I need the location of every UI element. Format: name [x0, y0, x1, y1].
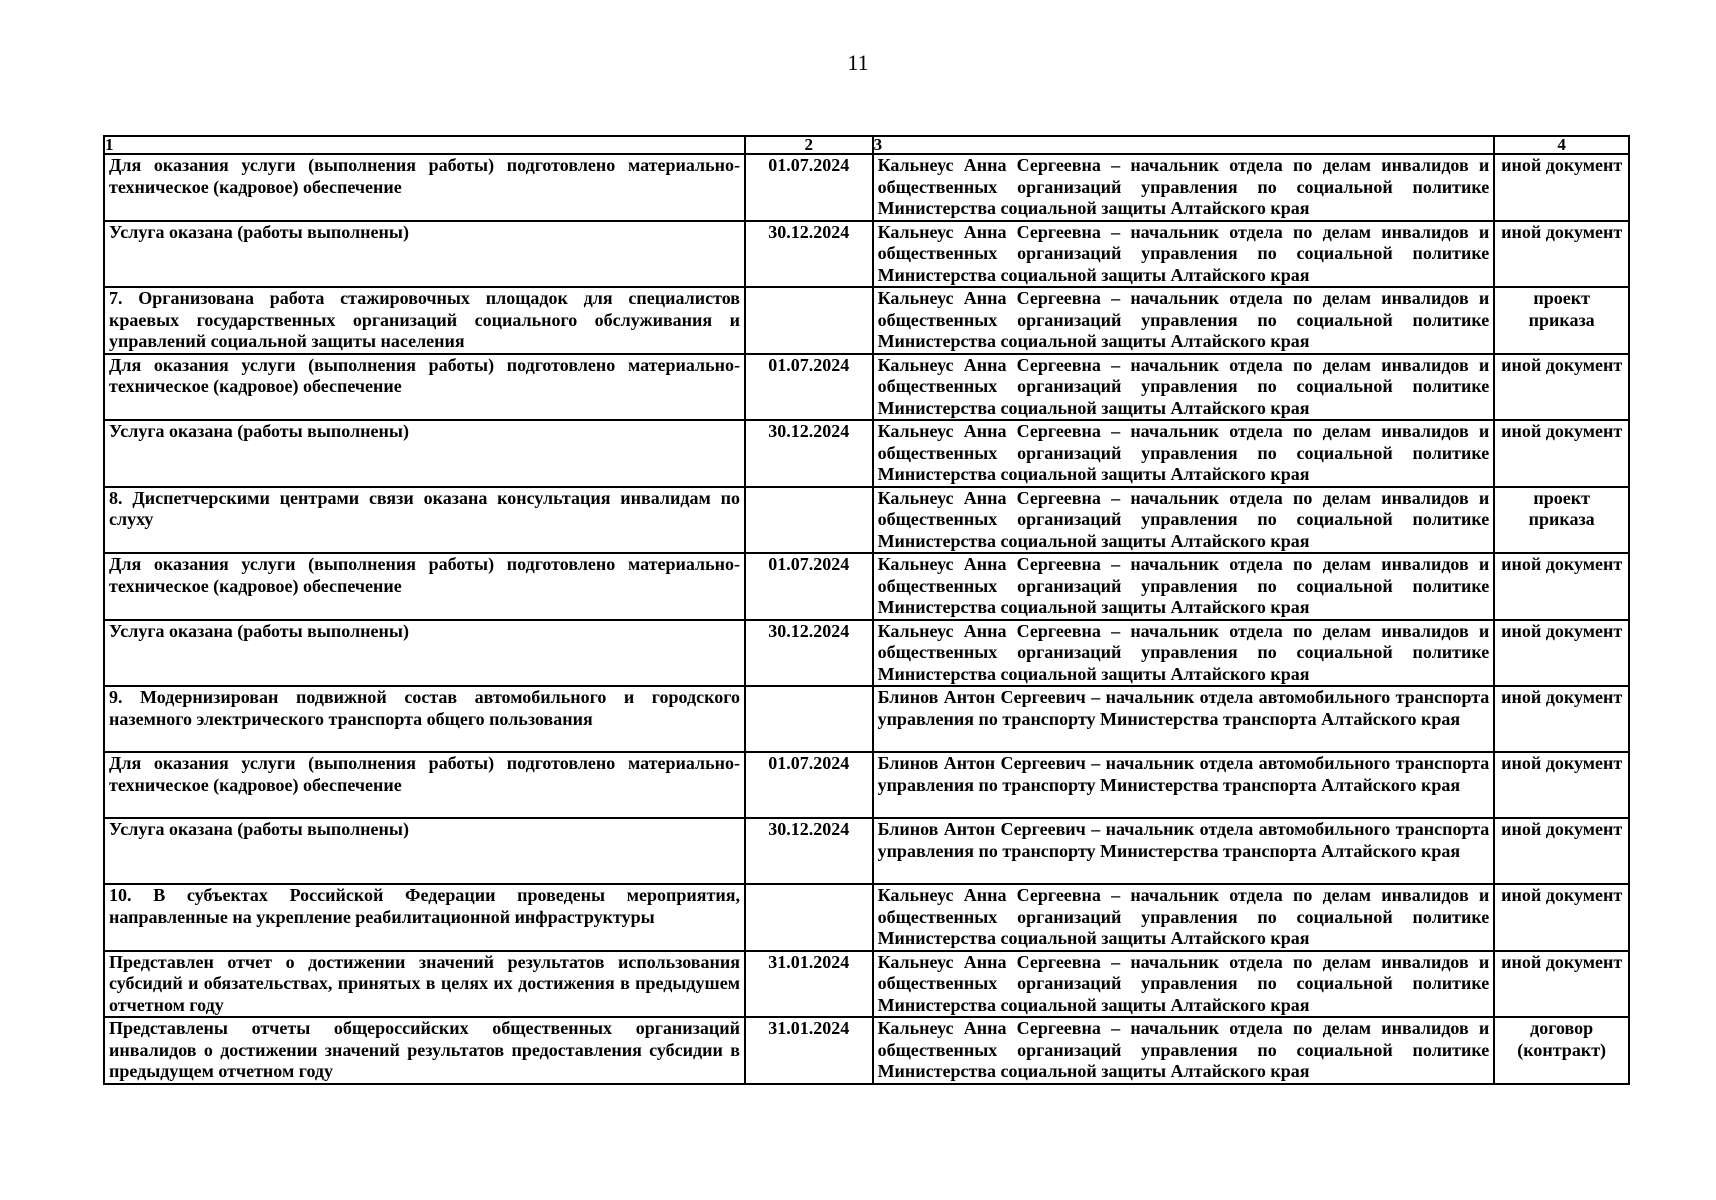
table-row: [104, 818, 1629, 884]
document-type-cell: иной документ: [1494, 620, 1629, 687]
responsible-cell: Кальнеус Анна Сергеевна – начальник отдела по делам инвалидов и общественных организаций управления по социальной политике Министерства социальной защиты Алтайского края: [873, 221, 1495, 288]
plan-table: [103, 135, 1630, 1085]
date-cell: 01.07.2024: [745, 553, 873, 620]
date-cell: 01.07.2024: [745, 354, 873, 421]
table-row: [104, 287, 1629, 354]
result-cell: 7. Организована работа стажировочных площадок для специалистов краевых государственных организаций социального обслуживания и управлений социальной защиты населения: [104, 287, 745, 354]
document-type-cell: иной документ: [1494, 354, 1629, 421]
table-row: [104, 686, 1629, 752]
column-header-2: 2: [745, 136, 873, 154]
table-row: [104, 553, 1629, 620]
date-cell: [745, 487, 873, 554]
document-type-cell: иной документ: [1494, 884, 1629, 951]
result-cell: Представлены отчеты общероссийских общественных организаций инвалидов о достижении значений результатов предоставления субсидии в предыдущем отчетном году: [104, 1017, 745, 1084]
table-row: [104, 752, 1629, 818]
responsible-cell: Кальнеус Анна Сергеевна – начальник отдела по делам инвалидов и общественных организаций управления по социальной политике Министерства социальной защиты Алтайского края: [873, 420, 1495, 487]
result-cell: Услуга оказана (работы выполнены): [104, 818, 745, 884]
table-row: [104, 221, 1629, 288]
result-cell: Для оказания услуги (выполнения работы) подготовлено материально-техническое (кадровое) обеспечение: [104, 553, 745, 620]
table-row: [104, 154, 1629, 221]
responsible-cell: Кальнеус Анна Сергеевна – начальник отдела по делам инвалидов и общественных организаций управления по социальной политике Министерства социальной защиты Алтайского края: [873, 884, 1495, 951]
table-row: [104, 951, 1629, 1018]
responsible-cell: Кальнеус Анна Сергеевна – начальник отдела по делам инвалидов и общественных организаций управления по социальной политике Министерства социальной защиты Алтайского края: [873, 354, 1495, 421]
responsible-cell: Блинов Антон Сергеевич – начальник отдела автомобильного транспорта управления по транспорту Министерства транспорта Алтайского края: [873, 752, 1495, 818]
date-cell: 01.07.2024: [745, 154, 873, 221]
document-type-cell: иной документ: [1494, 420, 1629, 487]
date-cell: 31.01.2024: [745, 951, 873, 1018]
document-type-cell: иной документ: [1494, 818, 1629, 884]
result-cell: Представлен отчет о достижении значений результатов использования субсидий и обязательствах, принятых в целях их достижения в предыдушем отчетном году: [104, 951, 745, 1018]
date-cell: [745, 287, 873, 354]
document-type-cell: иной документ: [1494, 154, 1629, 221]
document-type-cell: иной документ: [1494, 752, 1629, 818]
date-cell: 30.12.2024: [745, 420, 873, 487]
responsible-cell: Кальнеус Анна Сергеевна – начальник отдела по делам инвалидов и общественных организаций управления по социальной политике Министерства социальной защиты Алтайского края: [873, 487, 1495, 554]
date-cell: [745, 686, 873, 752]
result-cell: Услуга оказана (работы выполнены): [104, 221, 745, 288]
result-cell: 10. В субъектах Российской Федерации проведены мероприятия, направленные на укрепление реабилитационной инфраструктуры: [104, 884, 745, 951]
table-header-row: [104, 136, 1629, 154]
plan-table-container: [103, 135, 1630, 1085]
table-row: [104, 487, 1629, 554]
responsible-cell: Кальнеус Анна Сергеевна – начальник отдела по делам инвалидов и общественных организаций управления по социальной политике Министерства социальной защиты Алтайского края: [873, 287, 1495, 354]
responsible-cell: Блинов Антон Сергеевич – начальник отдела автомобильного транспорта управления по транспорту Министерства транспорта Алтайского края: [873, 818, 1495, 884]
document-type-cell: иной документ: [1494, 686, 1629, 752]
document-type-cell: иной документ: [1494, 221, 1629, 288]
date-cell: 31.01.2024: [745, 1017, 873, 1084]
date-cell: 30.12.2024: [745, 620, 873, 687]
responsible-cell: Блинов Антон Сергеевич – начальник отдела автомобильного транспорта управления по транспорту Министерства транспорта Алтайского края: [873, 686, 1495, 752]
table-row: [104, 1017, 1629, 1084]
date-cell: 30.12.2024: [745, 818, 873, 884]
result-cell: 8. Диспетчерскими центрами связи оказана консультация инвалидам по слуху: [104, 487, 745, 554]
page-number: 11: [847, 50, 869, 75]
result-cell: Услуга оказана (работы выполнены): [104, 420, 745, 487]
document-type-cell: иной документ: [1494, 553, 1629, 620]
document-type-cell: иной документ: [1494, 951, 1629, 1018]
table-row: [104, 884, 1629, 951]
table-row: [104, 620, 1629, 687]
result-cell: Для оказания услуги (выполнения работы) подготовлено материально-техническое (кадровое) обеспечение: [104, 752, 745, 818]
result-cell: 9. Модернизирован подвижной состав автомобильного и городского наземного электрического транспорта общего пользования: [104, 686, 745, 752]
responsible-cell: Кальнеус Анна Сергеевна – начальник отдела по делам инвалидов и общественных организаций управления по социальной политике Министерства социальной защиты Алтайского края: [873, 951, 1495, 1018]
result-cell: Для оказания услуги (выполнения работы) подготовлено материально-техническое (кадровое) обеспечение: [104, 354, 745, 421]
table-body: [104, 154, 1629, 1084]
document-type-cell: проект приказа: [1494, 287, 1629, 354]
result-cell: Услуга оказана (работы выполнены): [104, 620, 745, 687]
document-type-cell: договор (контракт): [1494, 1017, 1629, 1084]
document-type-cell: проект приказа: [1494, 487, 1629, 554]
column-header-3: 3: [873, 136, 1495, 154]
responsible-cell: Кальнеус Анна Сергеевна – начальник отдела по делам инвалидов и общественных организаций управления по социальной политике Министерства социальной защиты Алтайского края: [873, 553, 1495, 620]
date-cell: [745, 884, 873, 951]
responsible-cell: Кальнеус Анна Сергеевна – начальник отдела по делам инвалидов и общественных организаций управления по социальной политике Министерства социальной защиты Алтайского края: [873, 1017, 1495, 1084]
result-cell: Для оказания услуги (выполнения работы) подготовлено материально-техническое (кадровое) обеспечение: [104, 154, 745, 221]
date-cell: 01.07.2024: [745, 752, 873, 818]
column-header-1: 1: [104, 136, 745, 154]
responsible-cell: Кальнеус Анна Сергеевна – начальник отдела по делам инвалидов и общественных организаций управления по социальной политике Министерства социальной защиты Алтайского края: [873, 154, 1495, 221]
date-cell: 30.12.2024: [745, 221, 873, 288]
responsible-cell: Кальнеус Анна Сергеевна – начальник отдела по делам инвалидов и общественных организаций управления по социальной политике Министерства социальной защиты Алтайского края: [873, 620, 1495, 687]
table-row: [104, 420, 1629, 487]
column-header-4: 4: [1494, 136, 1629, 154]
table-row: [104, 354, 1629, 421]
